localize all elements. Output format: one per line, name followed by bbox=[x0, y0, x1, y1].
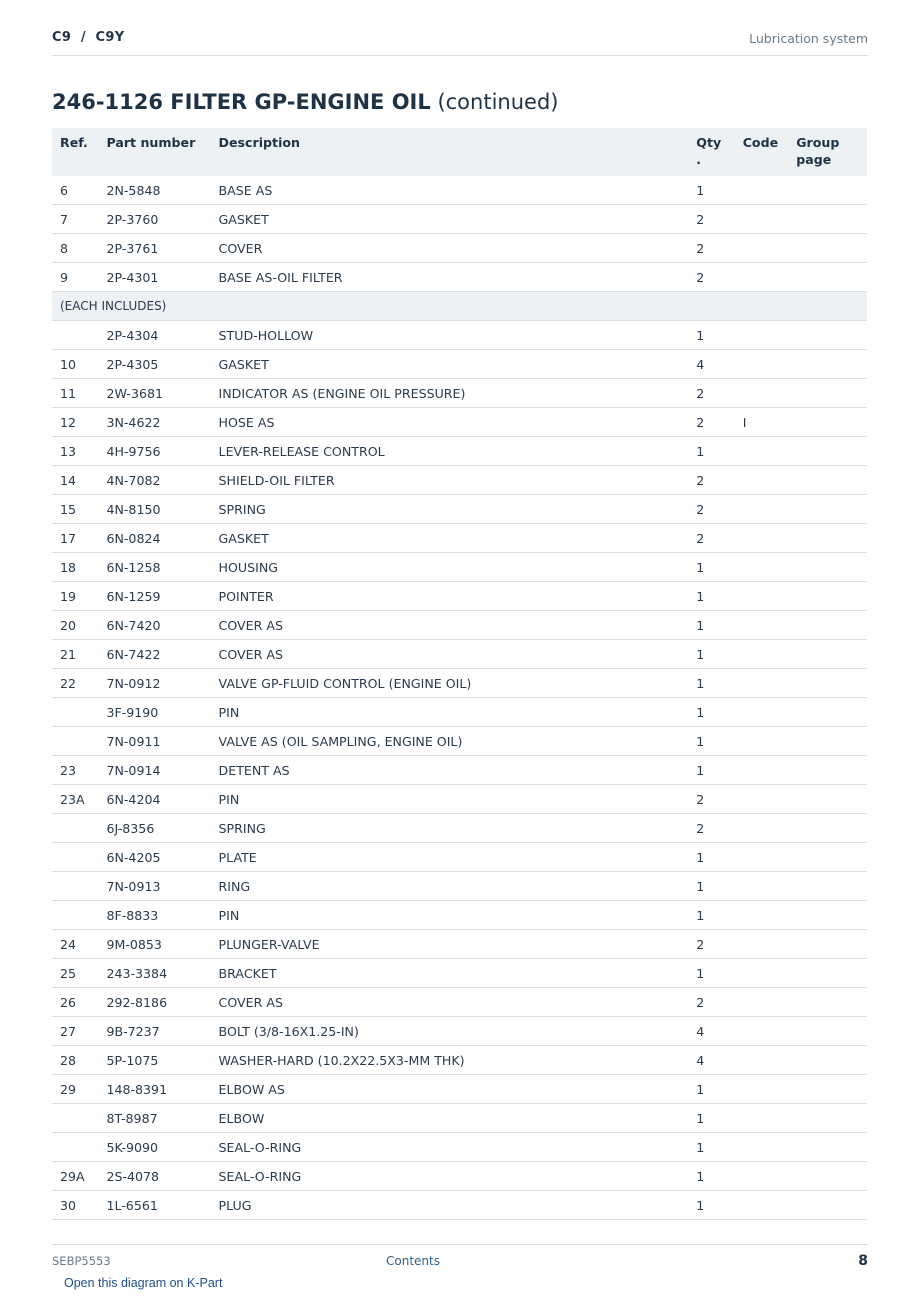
code-cell bbox=[735, 379, 789, 408]
ref-cell bbox=[52, 872, 98, 901]
qty-cell: 1 bbox=[688, 756, 734, 785]
part-number-cell: 9M-0853 bbox=[98, 930, 210, 959]
code-cell bbox=[735, 1191, 789, 1220]
qty-cell: 1 bbox=[688, 611, 734, 640]
kpart-link[interactable]: Open this diagram on K-Part bbox=[64, 1276, 223, 1290]
group-page-cell bbox=[788, 872, 867, 901]
description-cell: GASKET bbox=[211, 350, 689, 379]
group-page-cell bbox=[788, 495, 867, 524]
section-label: Lubrication system bbox=[749, 31, 868, 46]
qty-cell: 1 bbox=[688, 959, 734, 988]
header-description: Description bbox=[211, 128, 689, 176]
group-page-cell bbox=[788, 408, 867, 437]
table-row bbox=[52, 959, 867, 988]
qty-cell: 2 bbox=[688, 814, 734, 843]
qty-cell: 1 bbox=[688, 901, 734, 930]
ref-cell: 24 bbox=[52, 930, 98, 959]
code-cell bbox=[735, 930, 789, 959]
part-number-cell: 5K-9090 bbox=[98, 1133, 210, 1162]
ref-cell bbox=[52, 321, 98, 350]
description-cell: HOSE AS bbox=[211, 408, 689, 437]
qty-cell: 2 bbox=[688, 785, 734, 814]
ref-cell: 15 bbox=[52, 495, 98, 524]
table-row bbox=[52, 321, 867, 350]
parts-table bbox=[52, 128, 867, 1220]
ref-cell bbox=[52, 901, 98, 930]
part-number-cell: 2N-5848 bbox=[98, 176, 210, 205]
group-page-cell bbox=[788, 1075, 867, 1104]
description-cell: BOLT (3/8-16X1.25-IN) bbox=[211, 1017, 689, 1046]
description-cell: BRACKET bbox=[211, 959, 689, 988]
description-cell: GASKET bbox=[211, 524, 689, 553]
code-cell bbox=[735, 756, 789, 785]
part-number-cell: 2P-4304 bbox=[98, 321, 210, 350]
ref-cell: 19 bbox=[52, 582, 98, 611]
group-page-cell bbox=[788, 669, 867, 698]
group-page-cell bbox=[788, 350, 867, 379]
ref-cell: 21 bbox=[52, 640, 98, 669]
code-cell bbox=[735, 437, 789, 466]
code-cell bbox=[735, 785, 789, 814]
group-page-cell bbox=[788, 959, 867, 988]
title-main: 246-1126 FILTER GP-ENGINE OIL bbox=[52, 90, 431, 114]
table-row bbox=[52, 1104, 867, 1133]
code-cell bbox=[735, 843, 789, 872]
qty-cell: 1 bbox=[688, 1104, 734, 1133]
code-cell bbox=[735, 1133, 789, 1162]
part-number-cell: 3N-4622 bbox=[98, 408, 210, 437]
table-row bbox=[52, 205, 867, 234]
contents-link[interactable]: Contents bbox=[386, 1254, 440, 1268]
table-row bbox=[52, 263, 867, 292]
part-number-cell: 6N-7422 bbox=[98, 640, 210, 669]
header-qty: Qty . bbox=[688, 128, 734, 176]
qty-cell: 2 bbox=[688, 205, 734, 234]
code-cell bbox=[735, 1104, 789, 1133]
part-number-cell: 7N-0912 bbox=[98, 669, 210, 698]
description-cell: DETENT AS bbox=[211, 756, 689, 785]
header-part-number: Part number bbox=[98, 128, 210, 176]
ref-cell bbox=[52, 814, 98, 843]
code-cell bbox=[735, 727, 789, 756]
description-cell: HOUSING bbox=[211, 553, 689, 582]
table-row bbox=[52, 553, 867, 582]
code-cell bbox=[735, 669, 789, 698]
table-row bbox=[52, 466, 867, 495]
qty-cell: 2 bbox=[688, 234, 734, 263]
part-number-cell: 2P-4301 bbox=[98, 263, 210, 292]
ref-cell bbox=[52, 727, 98, 756]
part-number-cell: 2S-4078 bbox=[98, 1162, 210, 1191]
part-number-cell: 6N-4204 bbox=[98, 785, 210, 814]
table-row bbox=[52, 988, 867, 1017]
ref-cell: 23A bbox=[52, 785, 98, 814]
code-cell bbox=[735, 611, 789, 640]
table-row bbox=[52, 176, 867, 205]
description-cell: WASHER-HARD (10.2X22.5X3-MM THK) bbox=[211, 1046, 689, 1075]
ref-cell: 28 bbox=[52, 1046, 98, 1075]
ref-cell: 22 bbox=[52, 669, 98, 698]
description-cell: BASE AS-OIL FILTER bbox=[211, 263, 689, 292]
qty-cell: 1 bbox=[688, 843, 734, 872]
part-number-cell: 8F-8833 bbox=[98, 901, 210, 930]
group-page-cell bbox=[788, 466, 867, 495]
description-cell: BASE AS bbox=[211, 176, 689, 205]
table-row bbox=[52, 843, 867, 872]
group-page-cell bbox=[788, 1162, 867, 1191]
qty-cell: 2 bbox=[688, 466, 734, 495]
part-number-cell: 1L-6561 bbox=[98, 1191, 210, 1220]
ref-cell: 7 bbox=[52, 205, 98, 234]
qty-cell: 1 bbox=[688, 553, 734, 582]
description-cell: GASKET bbox=[211, 205, 689, 234]
description-cell: SEAL-O-RING bbox=[211, 1133, 689, 1162]
qty-cell: 1 bbox=[688, 727, 734, 756]
table-row bbox=[52, 785, 867, 814]
code-cell bbox=[735, 234, 789, 263]
model-label: C9 / C9Y bbox=[52, 30, 125, 45]
group-page-cell bbox=[788, 437, 867, 466]
group-page-cell bbox=[788, 582, 867, 611]
code-cell bbox=[735, 872, 789, 901]
ref-cell bbox=[52, 1104, 98, 1133]
description-cell: COVER bbox=[211, 234, 689, 263]
ref-cell: 14 bbox=[52, 466, 98, 495]
parts-table-body bbox=[52, 176, 867, 1220]
page-number: 8 bbox=[858, 1253, 868, 1269]
ref-cell bbox=[52, 1133, 98, 1162]
group-page-cell bbox=[788, 930, 867, 959]
ref-cell: 27 bbox=[52, 1017, 98, 1046]
description-cell: PIN bbox=[211, 698, 689, 727]
group-page-cell bbox=[788, 524, 867, 553]
qty-cell: 1 bbox=[688, 437, 734, 466]
qty-cell: 1 bbox=[688, 669, 734, 698]
group-page-cell bbox=[788, 1191, 867, 1220]
ref-cell: 8 bbox=[52, 234, 98, 263]
part-number-cell: 292-8186 bbox=[98, 988, 210, 1017]
ref-cell: 12 bbox=[52, 408, 98, 437]
description-cell: INDICATOR AS (ENGINE OIL PRESSURE) bbox=[211, 379, 689, 408]
group-page-cell bbox=[788, 553, 867, 582]
qty-cell: 1 bbox=[688, 1133, 734, 1162]
code-cell bbox=[735, 640, 789, 669]
page-footer bbox=[52, 1244, 868, 1275]
group-page-cell bbox=[788, 379, 867, 408]
ref-cell: 23 bbox=[52, 756, 98, 785]
part-number-cell: 3F-9190 bbox=[98, 698, 210, 727]
qty-cell: 1 bbox=[688, 176, 734, 205]
qty-cell: 1 bbox=[688, 698, 734, 727]
table-row bbox=[52, 582, 867, 611]
code-cell bbox=[735, 466, 789, 495]
ref-cell: 17 bbox=[52, 524, 98, 553]
ref-cell: 18 bbox=[52, 553, 98, 582]
part-number-cell: 4N-7082 bbox=[98, 466, 210, 495]
table-row bbox=[52, 901, 867, 930]
title-suffix: (continued) bbox=[437, 90, 559, 114]
description-cell: COVER AS bbox=[211, 611, 689, 640]
table-row bbox=[52, 408, 867, 437]
code-cell bbox=[735, 814, 789, 843]
table-row bbox=[52, 437, 867, 466]
part-number-cell: 6N-0824 bbox=[98, 524, 210, 553]
table-row bbox=[52, 495, 867, 524]
qty-cell: 4 bbox=[688, 1017, 734, 1046]
description-cell: STUD-HOLLOW bbox=[211, 321, 689, 350]
ref-cell: 6 bbox=[52, 176, 98, 205]
part-number-cell: 4N-8150 bbox=[98, 495, 210, 524]
code-cell: I bbox=[735, 408, 789, 437]
code-cell bbox=[735, 1017, 789, 1046]
group-page-cell bbox=[788, 785, 867, 814]
group-page-cell bbox=[788, 611, 867, 640]
code-cell bbox=[735, 176, 789, 205]
group-page-cell bbox=[788, 1133, 867, 1162]
table-row bbox=[52, 1133, 867, 1162]
ref-cell: 25 bbox=[52, 959, 98, 988]
code-cell bbox=[735, 959, 789, 988]
group-page-cell bbox=[788, 640, 867, 669]
table-row bbox=[52, 669, 867, 698]
qty-cell: 2 bbox=[688, 408, 734, 437]
part-number-cell: 9B-7237 bbox=[98, 1017, 210, 1046]
table-note-row bbox=[52, 292, 867, 321]
part-number-cell: 6N-4205 bbox=[98, 843, 210, 872]
part-number-cell: 6N-1259 bbox=[98, 582, 210, 611]
group-page-cell bbox=[788, 234, 867, 263]
table-row bbox=[52, 1075, 867, 1104]
group-page-cell bbox=[788, 698, 867, 727]
code-cell bbox=[735, 263, 789, 292]
ref-cell: 26 bbox=[52, 988, 98, 1017]
code-cell bbox=[735, 1046, 789, 1075]
description-cell: SPRING bbox=[211, 495, 689, 524]
qty-cell: 4 bbox=[688, 1046, 734, 1075]
part-number-cell: 7N-0911 bbox=[98, 727, 210, 756]
group-page-cell bbox=[788, 901, 867, 930]
part-number-cell: 6N-1258 bbox=[98, 553, 210, 582]
qty-cell: 2 bbox=[688, 495, 734, 524]
table-row bbox=[52, 1046, 867, 1075]
code-cell bbox=[735, 988, 789, 1017]
part-number-cell: 2P-4305 bbox=[98, 350, 210, 379]
description-cell: LEVER-RELEASE CONTROL bbox=[211, 437, 689, 466]
code-cell bbox=[735, 321, 789, 350]
qty-cell: 2 bbox=[688, 263, 734, 292]
header-code: Code bbox=[735, 128, 789, 176]
qty-cell: 2 bbox=[688, 930, 734, 959]
qty-cell: 1 bbox=[688, 1191, 734, 1220]
group-page-cell bbox=[788, 843, 867, 872]
group-page-cell bbox=[788, 205, 867, 234]
group-page-cell bbox=[788, 321, 867, 350]
ref-cell: 11 bbox=[52, 379, 98, 408]
part-number-cell: 2P-3760 bbox=[98, 205, 210, 234]
description-cell: SEAL-O-RING bbox=[211, 1162, 689, 1191]
code-cell bbox=[735, 582, 789, 611]
group-page-cell bbox=[788, 727, 867, 756]
qty-cell: 2 bbox=[688, 379, 734, 408]
code-cell bbox=[735, 350, 789, 379]
ref-cell bbox=[52, 698, 98, 727]
group-page-cell bbox=[788, 756, 867, 785]
group-page-cell bbox=[788, 1104, 867, 1133]
description-cell: PLUNGER-VALVE bbox=[211, 930, 689, 959]
qty-cell: 1 bbox=[688, 1075, 734, 1104]
page-title bbox=[52, 90, 558, 114]
table-row bbox=[52, 379, 867, 408]
ref-cell bbox=[52, 843, 98, 872]
qty-cell: 2 bbox=[688, 988, 734, 1017]
header-ref: Ref. bbox=[52, 128, 98, 176]
table-row bbox=[52, 234, 867, 263]
document-number: SEBP5553 bbox=[52, 1254, 111, 1268]
group-page-cell bbox=[788, 988, 867, 1017]
code-cell bbox=[735, 901, 789, 930]
part-number-cell: 7N-0914 bbox=[98, 756, 210, 785]
description-cell: COVER AS bbox=[211, 988, 689, 1017]
group-page-cell bbox=[788, 176, 867, 205]
part-number-cell: 148-8391 bbox=[98, 1075, 210, 1104]
header-group-page: Group page bbox=[788, 128, 867, 176]
description-cell: ELBOW bbox=[211, 1104, 689, 1133]
part-number-cell: 243-3384 bbox=[98, 959, 210, 988]
part-number-cell: 7N-0913 bbox=[98, 872, 210, 901]
description-cell: PIN bbox=[211, 785, 689, 814]
description-cell: SPRING bbox=[211, 814, 689, 843]
qty-cell: 2 bbox=[688, 524, 734, 553]
table-row bbox=[52, 930, 867, 959]
code-cell bbox=[735, 495, 789, 524]
part-number-cell: 4H-9756 bbox=[98, 437, 210, 466]
table-row bbox=[52, 756, 867, 785]
table-row bbox=[52, 1162, 867, 1191]
table-row bbox=[52, 727, 867, 756]
ref-cell: 29A bbox=[52, 1162, 98, 1191]
table-row bbox=[52, 524, 867, 553]
code-cell bbox=[735, 205, 789, 234]
group-page-cell bbox=[788, 1046, 867, 1075]
code-cell bbox=[735, 1162, 789, 1191]
table-row bbox=[52, 611, 867, 640]
table-row bbox=[52, 640, 867, 669]
table-row bbox=[52, 698, 867, 727]
table-row bbox=[52, 1017, 867, 1046]
code-cell bbox=[735, 1075, 789, 1104]
qty-cell: 1 bbox=[688, 640, 734, 669]
table-row bbox=[52, 814, 867, 843]
description-cell: RING bbox=[211, 872, 689, 901]
code-cell bbox=[735, 553, 789, 582]
qty-cell: 1 bbox=[688, 582, 734, 611]
description-cell: POINTER bbox=[211, 582, 689, 611]
qty-cell: 1 bbox=[688, 1162, 734, 1191]
qty-cell: 1 bbox=[688, 872, 734, 901]
part-number-cell: 5P-1075 bbox=[98, 1046, 210, 1075]
table-header-row bbox=[52, 128, 867, 176]
qty-cell: 1 bbox=[688, 321, 734, 350]
page-header bbox=[52, 28, 868, 56]
note-cell: (EACH INCLUDES) bbox=[52, 292, 867, 321]
ref-cell: 29 bbox=[52, 1075, 98, 1104]
part-number-cell: 8T-8987 bbox=[98, 1104, 210, 1133]
ref-cell: 20 bbox=[52, 611, 98, 640]
description-cell: VALVE GP-FLUID CONTROL (ENGINE OIL) bbox=[211, 669, 689, 698]
description-cell: SHIELD-OIL FILTER bbox=[211, 466, 689, 495]
ref-cell: 13 bbox=[52, 437, 98, 466]
table-row bbox=[52, 350, 867, 379]
qty-cell: 4 bbox=[688, 350, 734, 379]
part-number-cell: 6J-8356 bbox=[98, 814, 210, 843]
group-page-cell bbox=[788, 263, 867, 292]
part-number-cell: 2P-3761 bbox=[98, 234, 210, 263]
description-cell: COVER AS bbox=[211, 640, 689, 669]
code-cell bbox=[735, 524, 789, 553]
group-page-cell bbox=[788, 814, 867, 843]
description-cell: ELBOW AS bbox=[211, 1075, 689, 1104]
table-row bbox=[52, 872, 867, 901]
description-cell: VALVE AS (OIL SAMPLING, ENGINE OIL) bbox=[211, 727, 689, 756]
table-row bbox=[52, 1191, 867, 1220]
part-number-cell: 6N-7420 bbox=[98, 611, 210, 640]
description-cell: PLATE bbox=[211, 843, 689, 872]
ref-cell: 9 bbox=[52, 263, 98, 292]
part-number-cell: 2W-3681 bbox=[98, 379, 210, 408]
ref-cell: 10 bbox=[52, 350, 98, 379]
code-cell bbox=[735, 698, 789, 727]
description-cell: PIN bbox=[211, 901, 689, 930]
group-page-cell bbox=[788, 1017, 867, 1046]
description-cell: PLUG bbox=[211, 1191, 689, 1220]
ref-cell: 30 bbox=[52, 1191, 98, 1220]
